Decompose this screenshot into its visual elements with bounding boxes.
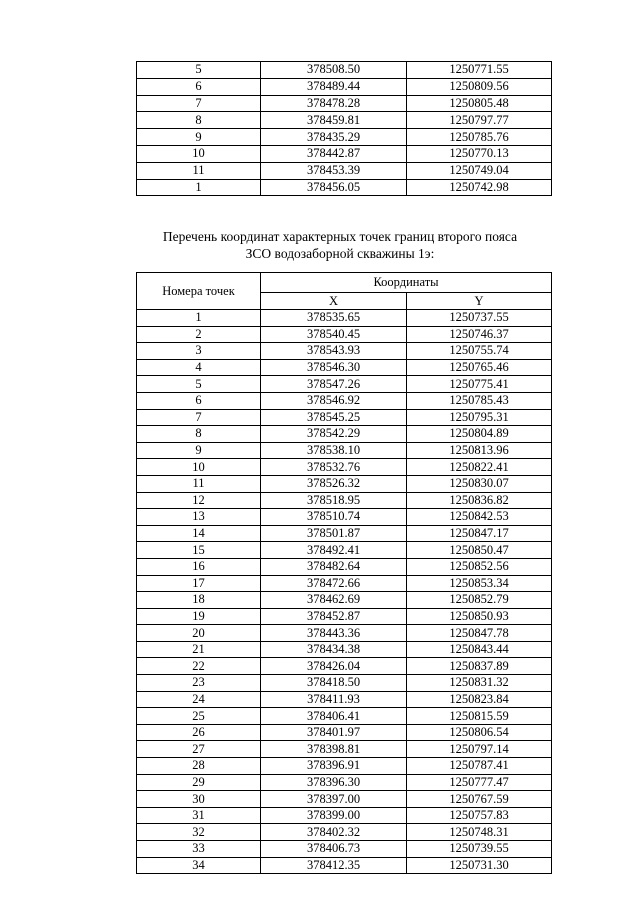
y-coordinate-cell: 1250785.76: [407, 129, 552, 146]
table-row: [137, 658, 552, 675]
x-coordinate-cell: 378435.29: [261, 129, 407, 146]
point-number-cell: 28: [137, 758, 261, 775]
table-row: [137, 625, 552, 642]
x-coordinate-cell: 378535.65: [261, 310, 407, 327]
y-coordinate-cell: 1250731.30: [407, 857, 552, 874]
point-number-cell: 8: [137, 112, 261, 129]
point-number-cell: 7: [137, 95, 261, 112]
y-coordinate-cell: 1250748.31: [407, 824, 552, 841]
y-coordinate-cell: 1250749.04: [407, 162, 552, 179]
point-number-cell: 21: [137, 641, 261, 658]
x-coordinate-cell: 378453.39: [261, 162, 407, 179]
y-coordinate-cell: 1250852.56: [407, 558, 552, 575]
y-coordinate-cell: 1250815.59: [407, 708, 552, 725]
header-row: [137, 273, 552, 293]
table-row: [137, 641, 552, 658]
y-coordinate-cell: 1250823.84: [407, 691, 552, 708]
y-coordinate-cell: 1250755.74: [407, 343, 552, 360]
x-coordinate-cell: 378396.91: [261, 758, 407, 775]
point-number-cell: 23: [137, 675, 261, 692]
table-row: [137, 691, 552, 708]
table-row: [137, 791, 552, 808]
table-row: [137, 509, 552, 526]
y-coordinate-cell: 1250852.79: [407, 592, 552, 609]
y-coordinate-cell: 1250830.07: [407, 475, 552, 492]
table-row: [137, 841, 552, 858]
y-coordinate-cell: 1250805.48: [407, 95, 552, 112]
y-coordinate-cell: 1250765.46: [407, 359, 552, 376]
y-coordinate-cell: 1250757.83: [407, 807, 552, 824]
table-row: [137, 475, 552, 492]
point-number-cell: 31: [137, 807, 261, 824]
point-number-cell: 34: [137, 857, 261, 874]
point-number-cell: 25: [137, 708, 261, 725]
point-number-cell: 4: [137, 359, 261, 376]
caption-line-2: ЗСО водозаборной скважины 1э:: [245, 246, 435, 261]
y-coordinate-cell: 1250843.44: [407, 641, 552, 658]
table-row: [137, 857, 552, 874]
table-row: [137, 326, 552, 343]
x-coordinate-cell: 378547.26: [261, 376, 407, 393]
x-coordinate-cell: 378406.73: [261, 841, 407, 858]
y-coordinate-cell: 1250809.56: [407, 78, 552, 95]
table-row: [137, 758, 552, 775]
x-coordinate-cell: 378472.66: [261, 575, 407, 592]
y-coordinate-cell: 1250737.55: [407, 310, 552, 327]
table-row: [137, 492, 552, 509]
table-row: [137, 129, 552, 146]
point-number-cell: 26: [137, 724, 261, 741]
y-coordinate-cell: 1250785.43: [407, 392, 552, 409]
y-coordinate-cell: 1250770.13: [407, 145, 552, 162]
y-coordinate-cell: 1250804.89: [407, 426, 552, 443]
point-number-cell: 33: [137, 841, 261, 858]
table-row: [137, 459, 552, 476]
point-number-cell: 6: [137, 392, 261, 409]
point-number-cell: 20: [137, 625, 261, 642]
point-number-cell: 19: [137, 608, 261, 625]
coordinates-table-continuation: [136, 61, 552, 196]
coordinates-table-second-zone: [136, 272, 552, 874]
table-row: [137, 608, 552, 625]
table-row: [137, 392, 552, 409]
table-body: [137, 62, 552, 196]
x-coordinate-cell: 378418.50: [261, 675, 407, 692]
y-coordinate-cell: 1250813.96: [407, 442, 552, 459]
x-coordinate-cell: 378397.00: [261, 791, 407, 808]
y-coordinate-cell: 1250836.82: [407, 492, 552, 509]
header-point-numbers: Номера точек: [137, 273, 261, 310]
x-coordinate-cell: 378434.38: [261, 641, 407, 658]
x-coordinate-cell: 378492.41: [261, 542, 407, 559]
point-number-cell: 27: [137, 741, 261, 758]
x-coordinate-cell: 378543.93: [261, 343, 407, 360]
table-row: [137, 78, 552, 95]
y-coordinate-cell: 1250847.17: [407, 525, 552, 542]
table-row: [137, 145, 552, 162]
point-number-cell: 7: [137, 409, 261, 426]
x-coordinate-cell: 378426.04: [261, 658, 407, 675]
point-number-cell: 8: [137, 426, 261, 443]
table-row: [137, 95, 552, 112]
header-y: Y: [407, 293, 552, 310]
table-row: [137, 807, 552, 824]
y-coordinate-cell: 1250746.37: [407, 326, 552, 343]
point-number-cell: 32: [137, 824, 261, 841]
point-number-cell: 12: [137, 492, 261, 509]
y-coordinate-cell: 1250767.59: [407, 791, 552, 808]
x-coordinate-cell: 378398.81: [261, 741, 407, 758]
table-row: [137, 525, 552, 542]
header-coordinates: Координаты: [261, 273, 552, 293]
x-coordinate-cell: 378462.69: [261, 592, 407, 609]
x-coordinate-cell: 378538.10: [261, 442, 407, 459]
y-coordinate-cell: 1250850.47: [407, 542, 552, 559]
point-number-cell: 22: [137, 658, 261, 675]
y-coordinate-cell: 1250842.53: [407, 509, 552, 526]
x-coordinate-cell: 378412.35: [261, 857, 407, 874]
table-body: [137, 310, 552, 874]
y-coordinate-cell: 1250797.14: [407, 741, 552, 758]
x-coordinate-cell: 378482.64: [261, 558, 407, 575]
x-coordinate-cell: 378399.00: [261, 807, 407, 824]
table-row: [137, 426, 552, 443]
y-coordinate-cell: 1250771.55: [407, 62, 552, 79]
y-coordinate-cell: 1250822.41: [407, 459, 552, 476]
x-coordinate-cell: 378489.44: [261, 78, 407, 95]
x-coordinate-cell: 378532.76: [261, 459, 407, 476]
header-x: X: [261, 293, 407, 310]
point-number-cell: 5: [137, 376, 261, 393]
x-coordinate-cell: 378442.87: [261, 145, 407, 162]
x-coordinate-cell: 378406.41: [261, 708, 407, 725]
y-coordinate-cell: 1250850.93: [407, 608, 552, 625]
x-coordinate-cell: 378478.28: [261, 95, 407, 112]
table-row: [137, 542, 552, 559]
y-coordinate-cell: 1250831.32: [407, 675, 552, 692]
table-row: [137, 343, 552, 360]
y-coordinate-cell: 1250847.78: [407, 625, 552, 642]
y-coordinate-cell: 1250739.55: [407, 841, 552, 858]
x-coordinate-cell: 378510.74: [261, 509, 407, 526]
x-coordinate-cell: 378402.32: [261, 824, 407, 841]
table-row: [137, 162, 552, 179]
y-coordinate-cell: 1250853.34: [407, 575, 552, 592]
point-number-cell: 18: [137, 592, 261, 609]
table-row: [137, 310, 552, 327]
table-row: [137, 442, 552, 459]
x-coordinate-cell: 378508.50: [261, 62, 407, 79]
y-coordinate-cell: 1250742.98: [407, 179, 552, 196]
point-number-cell: 1: [137, 310, 261, 327]
table-row: [137, 376, 552, 393]
point-number-cell: 15: [137, 542, 261, 559]
table-row: [137, 675, 552, 692]
table-row: [137, 62, 552, 79]
table-row: [137, 741, 552, 758]
x-coordinate-cell: 378518.95: [261, 492, 407, 509]
table-row: [137, 824, 552, 841]
x-coordinate-cell: 378542.29: [261, 426, 407, 443]
x-coordinate-cell: 378411.93: [261, 691, 407, 708]
x-coordinate-cell: 378540.45: [261, 326, 407, 343]
table-row: [137, 724, 552, 741]
point-number-cell: 30: [137, 791, 261, 808]
point-number-cell: 17: [137, 575, 261, 592]
caption-line-1: Перечень координат характерных точек границ второго пояса: [162, 229, 518, 244]
x-coordinate-cell: 378501.87: [261, 525, 407, 542]
table-row: [137, 112, 552, 129]
table-row: [137, 558, 552, 575]
x-coordinate-cell: 378396.30: [261, 774, 407, 791]
y-coordinate-cell: 1250777.47: [407, 774, 552, 791]
point-number-cell: 5: [137, 62, 261, 79]
point-number-cell: 24: [137, 691, 261, 708]
table-row: [137, 592, 552, 609]
point-number-cell: 9: [137, 442, 261, 459]
point-number-cell: 3: [137, 343, 261, 360]
table-row: [137, 575, 552, 592]
point-number-cell: 2: [137, 326, 261, 343]
y-coordinate-cell: 1250795.31: [407, 409, 552, 426]
point-number-cell: 11: [137, 162, 261, 179]
table-row: [137, 179, 552, 196]
x-coordinate-cell: 378545.25: [261, 409, 407, 426]
x-coordinate-cell: 378526.32: [261, 475, 407, 492]
point-number-cell: 29: [137, 774, 261, 791]
y-coordinate-cell: 1250787.41: [407, 758, 552, 775]
table-row: [137, 409, 552, 426]
point-number-cell: 1: [137, 179, 261, 196]
point-number-cell: 14: [137, 525, 261, 542]
table-header: [137, 273, 552, 310]
table-row: [137, 359, 552, 376]
point-number-cell: 13: [137, 509, 261, 526]
x-coordinate-cell: 378456.05: [261, 179, 407, 196]
y-coordinate-cell: 1250837.89: [407, 658, 552, 675]
point-number-cell: 9: [137, 129, 261, 146]
table-row: [137, 708, 552, 725]
point-number-cell: 6: [137, 78, 261, 95]
point-number-cell: 16: [137, 558, 261, 575]
x-coordinate-cell: 378546.92: [261, 392, 407, 409]
y-coordinate-cell: 1250797.77: [407, 112, 552, 129]
x-coordinate-cell: 378401.97: [261, 724, 407, 741]
point-number-cell: 11: [137, 475, 261, 492]
x-coordinate-cell: 378452.87: [261, 608, 407, 625]
x-coordinate-cell: 378459.81: [261, 112, 407, 129]
point-number-cell: 10: [137, 145, 261, 162]
y-coordinate-cell: 1250806.54: [407, 724, 552, 741]
point-number-cell: 10: [137, 459, 261, 476]
table-caption: [130, 228, 550, 262]
y-coordinate-cell: 1250775.41: [407, 376, 552, 393]
x-coordinate-cell: 378443.36: [261, 625, 407, 642]
table-row: [137, 774, 552, 791]
x-coordinate-cell: 378546.30: [261, 359, 407, 376]
